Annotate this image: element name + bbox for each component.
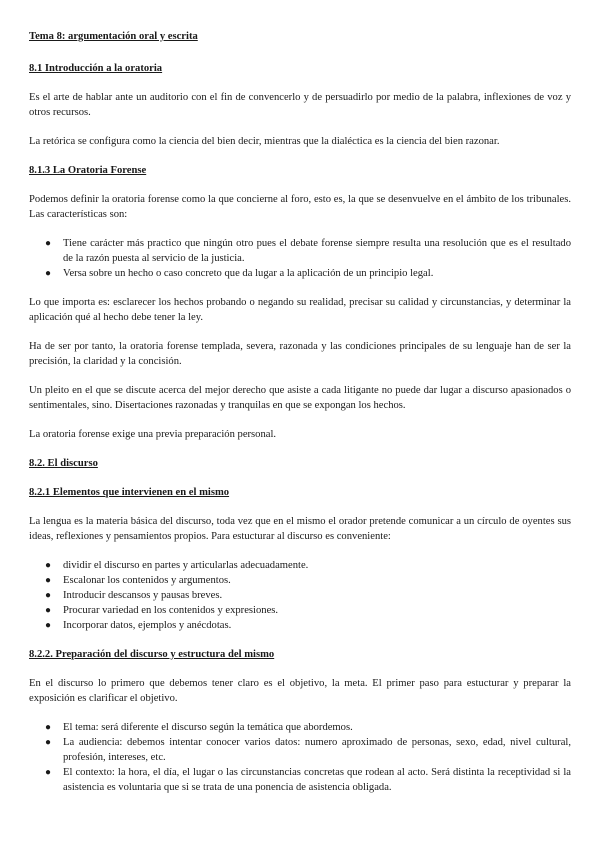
list-item: ● Incorporar datos, ejemplos y anécdotas. bbox=[45, 620, 232, 631]
bullet-list bbox=[29, 236, 571, 281]
list-item: ● Introducir descansos y pausas breves. bbox=[45, 590, 223, 601]
paragraph: Lo que importa es: esclarecer los hechos probando o negando su realidad, precisar su calidad y circunstancias, y determinar la aplicación qué al hecho debe tener la ley. bbox=[29, 297, 571, 323]
list-item: ● Versa sobre un hecho o caso concreto que da lugar a la aplicación de un principio legal. bbox=[45, 268, 434, 279]
list-item: ● La audiencia: debemos intentar conocer varios datos: numero aproximado de personas, sexo, edad, nivel cultural, profesión, intereses, etc. bbox=[45, 737, 571, 763]
list-item: ● Tiene carácter más practico que ningún otro pues el debate forense siempre resulta una resolución que es el resultado de la razón puesta al servicio de la justicia. bbox=[45, 238, 571, 264]
bullet-icon: ● bbox=[45, 268, 52, 279]
paragraph: La retórica se configura como la ciencia del bien decir, mientras que la dialéctica es la ciencia del bien razonar. bbox=[29, 136, 500, 147]
section-heading-8-1: 8.1 Introducción a la oratoria bbox=[29, 63, 163, 74]
list-item: ● El contexto: la hora, el día, el lugar o las circunstancias concretas que rodean al acto. Será distinta la receptividad si la asistencia es voluntaria que si se trata de una ponencia de asistencia obligada. bbox=[45, 767, 571, 793]
section-heading-8-1-3: 8.1.3 La Oratoria Forense bbox=[29, 165, 147, 176]
bullet-icon: ● bbox=[45, 620, 52, 631]
section-heading-8-2-1: 8.2.1 Elementos que intervienen en el mismo bbox=[29, 487, 230, 498]
bullet-icon: ● bbox=[45, 560, 52, 571]
document-page bbox=[29, 29, 571, 809]
list-item: ● Procurar variedad en los contenidos y expresiones. bbox=[45, 605, 279, 616]
paragraph: Un pleito en el que se discute acerca del mejor derecho que asiste a cada litigante no puede dar lugar a discurso apasionados o sentimentales, sino. Disertaciones razonadas y tranquilas en que se expongan los hechos. bbox=[29, 385, 571, 411]
document-title: Tema 8: argumentación oral y escrita bbox=[29, 31, 198, 42]
paragraph: La oratoria forense exige una previa preparación personal. bbox=[29, 429, 277, 440]
paragraph: Ha de ser por tanto, la oratoria forense templada, severa, razonada y las condiciones principales de su lenguaje han de ser la precisión, la claridad y la concisión. bbox=[29, 341, 571, 367]
paragraph: La lengua es la materia básica del discurso, toda vez que en el mismo el orador pretende comunicar a un círculo de oyentes sus ideas, reflexiones y pensamientos propios. Para estucturar al discurso es conveniente: bbox=[29, 516, 571, 542]
bullet-list bbox=[29, 720, 571, 795]
paragraph: Podemos definir la oratoria forense como la que concierne al foro, esto es, la que se desenvuelve en el ámbito de los tribunales. Las características son: bbox=[29, 194, 571, 220]
section-heading-8-2: 8.2. El discurso bbox=[29, 458, 98, 469]
bullet-icon: ● bbox=[45, 590, 52, 601]
section-heading-8-2-2: 8.2.2. Preparación del discurso y estructura del mismo bbox=[29, 649, 275, 660]
paragraph: Es el arte de hablar ante un auditorio con el fin de convencerlo y de persuadirlo por medio de la palabra, inflexiones de voz y otros recursos. bbox=[29, 92, 571, 118]
list-item: ● dividir el discurso en partes y articularlas adecuadamente. bbox=[45, 560, 309, 571]
paragraph: En el discurso lo primero que debemos tener claro es el objetivo, la meta. El primer paso para estucturar y preparar la exposición es clarificar el objetivo. bbox=[29, 678, 571, 704]
bullet-icon: ● bbox=[45, 737, 52, 748]
list-item: ● El tema: será diferente el discurso según la temática que abordemos. bbox=[45, 722, 353, 733]
bullet-icon: ● bbox=[45, 575, 52, 586]
list-item: ● Escalonar los contenidos y argumentos. bbox=[45, 575, 231, 586]
bullet-list bbox=[29, 558, 571, 633]
bullet-icon: ● bbox=[45, 722, 52, 733]
bullet-icon: ● bbox=[45, 605, 52, 616]
bullet-icon: ● bbox=[45, 238, 52, 249]
bullet-icon: ● bbox=[45, 767, 52, 778]
